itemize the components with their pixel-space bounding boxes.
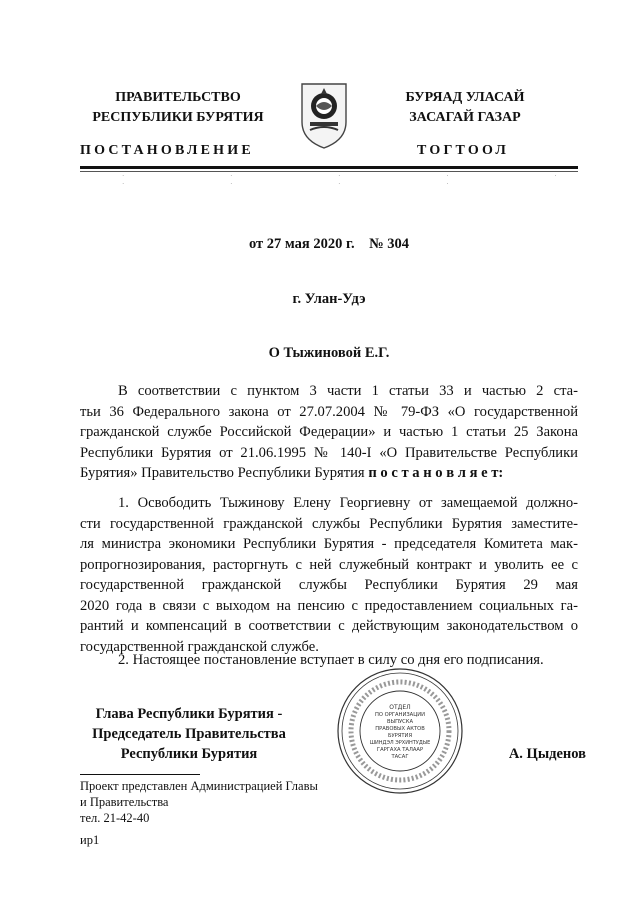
item1-line: сти государственной гражданской службы Республики Бурятия заместите- [80,515,578,532]
stamp-line: ГАРГАХА ТАЛААР [376,747,424,753]
item1-line: 2020 года в связи с выходом на пенсию с предоставлением социальных га- [80,597,578,614]
signatory-title-line3: Республики Бурятия [120,746,258,762]
header-left-line1: ПРАВИТЕЛЬСТВО [115,90,241,105]
item2-paragraph [80,650,578,671]
intro-line: В соответствии с пунктом 3 части 1 статьи 33 и частью 2 ста- [118,383,578,399]
signatory-title-line2: Председатель Правительства [92,726,286,742]
header-right-line2: ЗАСАГАЙ ГАЗАР [409,110,521,125]
stamp-line: ВЫПУСКА [386,719,414,725]
header-right [375,88,555,128]
footer-phone: тел. 21-42-40 [80,811,150,825]
item1-line: государственной гражданской службе. [80,638,319,655]
doc-type-left: ПОСТАНОВЛЕНИЕ [80,143,254,158]
footer-code: ир1 [80,833,100,847]
item1-line: рантий и компенсаций в соответствии с действующим законодательством о [80,618,578,634]
intro-line-last [80,463,578,484]
stamp-line: БУРЯТИЯ [387,733,413,739]
signatory-title-line1: Глава Республики Бурятия - [95,706,283,722]
stamp-line: ПО ОРГАНИЗАЦИИ [374,712,426,718]
coat-of-arms-emblem [296,78,352,150]
intro-paragraph [80,381,578,484]
item1-paragraph [80,493,578,657]
date-number: от 27 мая 2020 г. № 304 [248,236,410,252]
intro-line: тьи 36 Федерального закона от 27.07.2004 № 79-ФЗ «О государственной [80,403,578,420]
intro-last-prefix: Бурятия» Правительство Республики Бурятия [80,465,369,481]
header-left [78,88,278,128]
header-right-line1: БУРЯАД УЛАСАЙ [405,90,525,105]
footer-line2: и Правительства [80,795,169,809]
footer-note [80,778,380,848]
signatory-title [78,704,300,764]
stamp-line: ПРАВОВЫХ АКТОВ [375,726,425,732]
stamp-line: ШИНДЭЛ ЭРХИНТУДЫЕ [369,740,431,746]
item2-line: 2. Настоящее постановление вступает в силу со дня его подписания. [118,652,544,668]
doc-type-right: ТОГТООЛ [417,143,510,158]
header-left-line2: РЕСПУБЛИКИ БУРЯТИЯ [92,110,264,125]
intro-keyword: п о с т а н о в л я е т: [368,465,504,481]
intro-line: гражданской службе Российской Федерации» и частью 1 статьи 25 Закона [80,424,578,440]
footer-rule [80,774,200,775]
signatory-name: А. Цыденов [508,746,586,762]
item1-line: ропрогнозирования, расторгнуть с ней служебный контракт и уволить ее с [80,556,578,573]
footer-line1: Проект представлен Администрацией Главы [80,779,318,793]
official-stamp [335,666,465,796]
header-dot-row: · · · · · · · · · [122,172,609,188]
stamp-line: ТАСАГ [391,754,409,760]
header-rule-thick [80,166,578,169]
city: г. Улан-Удэ [292,291,366,307]
item1-line: государственной гражданской службы Республики Бурятия 29 мая [80,577,578,593]
subject-title: О Тыжиновой Е.Г. [268,345,390,361]
stamp-line: ОТДЕЛ [389,704,411,711]
intro-line: Республики Бурятия от 21.06.1995 № 140-I «О Правительстве Республики [80,444,578,461]
item1-line: ля министра экономики Республики Бурятия - председателя Комитета мак- [80,536,578,552]
item1-line: 1. Освободить Тыжинову Елену Георгиевну от замещаемой должно- [118,495,578,511]
